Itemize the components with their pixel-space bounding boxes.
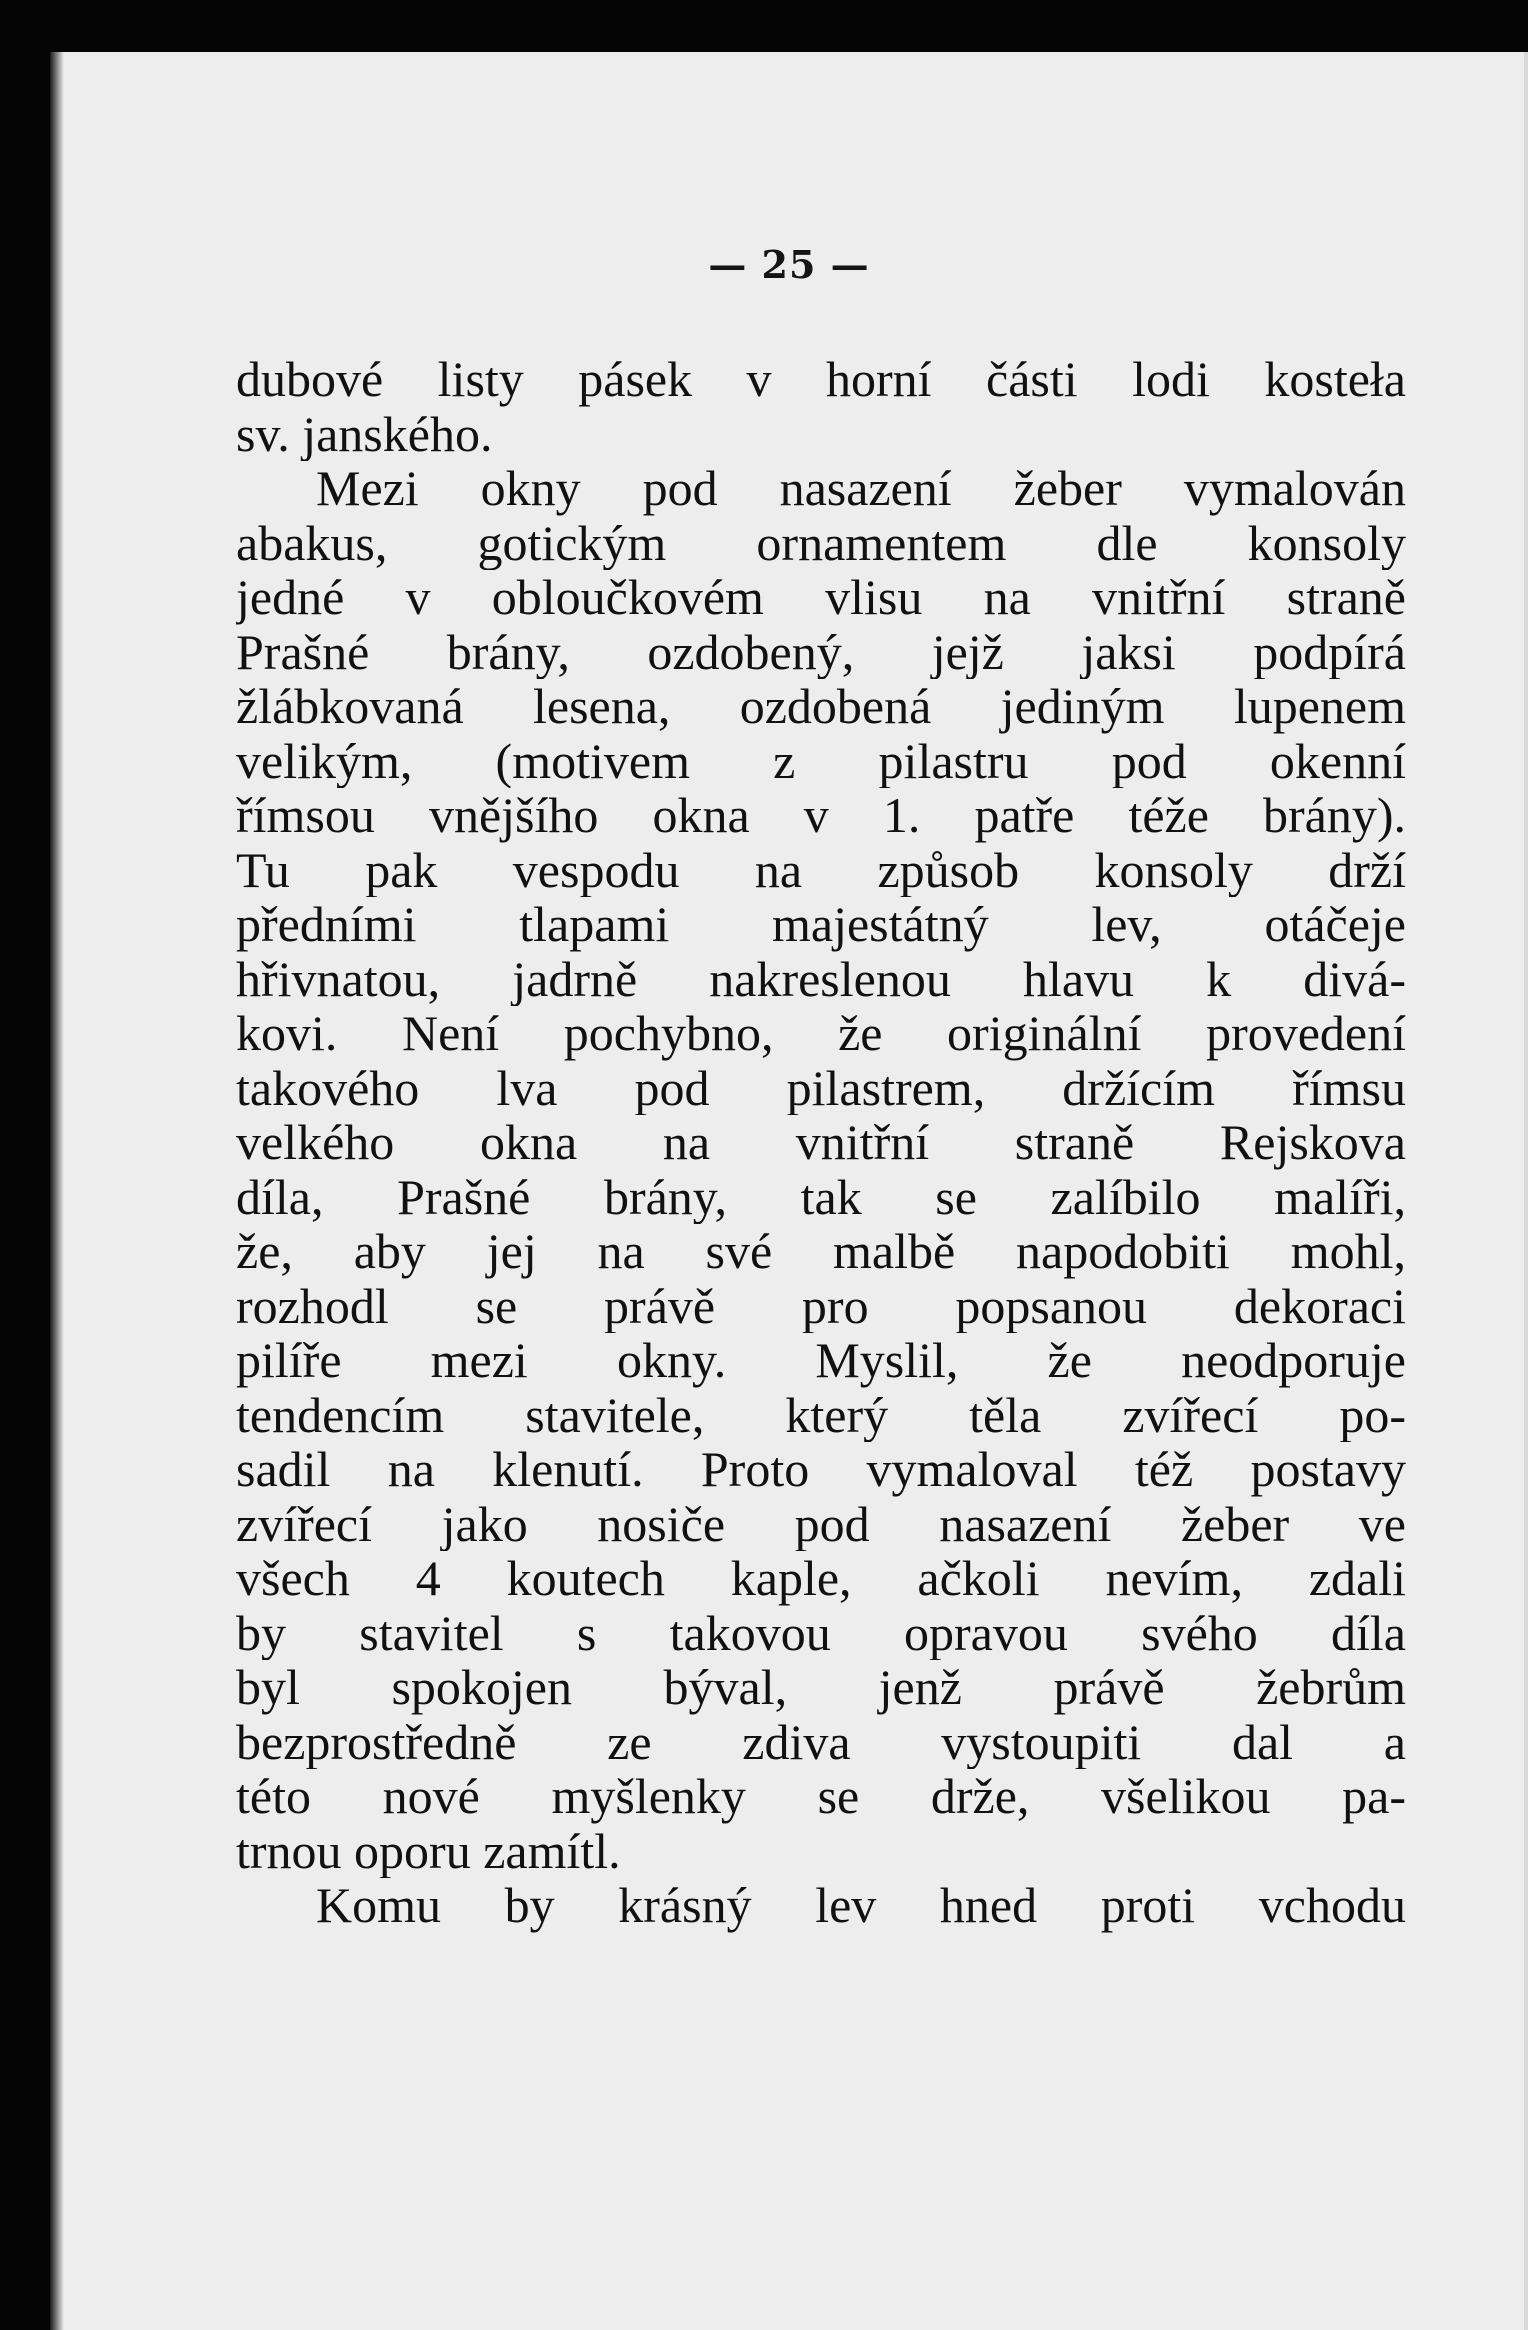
text-line: Prašné brány, ozdobený, jejž jaksi podpírá: [236, 624, 1406, 679]
text-line: díla, Prašné brány, tak se zalíbilo malíři,: [236, 1169, 1406, 1224]
text-line: jedné v obloučkovém vlisu na vnitřní straně: [236, 570, 1406, 625]
text-line: že, aby jej na své malbě napodobiti mohl,: [236, 1224, 1406, 1279]
text-line: zvířecí jako nosiče pod nasazení žeber ve: [236, 1496, 1406, 1551]
text-line: Tu pak vespodu na způsob konsoly drží: [236, 842, 1406, 897]
text-line: by stavitel s takovou opravou svého díla: [236, 1605, 1406, 1660]
text-line: velikým, (motivem z pilastru pod okenní: [236, 733, 1406, 788]
page-number: — 25 —: [708, 242, 870, 287]
text-line: rozhodl se právě pro popsanou dekoraci: [236, 1278, 1406, 1333]
text-line: dubové listy pásek v horní části lodi kosteła: [236, 352, 1406, 407]
text-line: žlábkovaná lesena, ozdobená jediným lupenem: [236, 679, 1406, 734]
text-line: byl spokojen býval, jenž právě žebrům: [236, 1660, 1406, 1715]
text-line: abakus, gotickým ornamentem dle konsoly: [236, 515, 1406, 570]
body-text: [236, 352, 1406, 1933]
text-line: římsou vnějšího okna v 1. patře téže brány).: [236, 788, 1406, 843]
text-line: takového lva pod pilastrem, držícím římsu: [236, 1060, 1406, 1115]
text-line: sv. janského.: [236, 406, 493, 461]
text-line: všech 4 koutech kaple, ačkoli nevím, zdali: [236, 1551, 1406, 1606]
text-line: hřivnatou, jadrně nakreslenou hlavu k divá-: [236, 951, 1406, 1006]
text-line: Komu by krásný lev hned proti vchodu: [316, 1878, 1406, 1933]
text-line: tendencím stavitele, který těla zvířecí po-: [236, 1387, 1406, 1442]
text-line: trnou oporu zamítl.: [236, 1823, 621, 1878]
text-line: velkého okna na vnitřní straně Rejskova: [236, 1115, 1406, 1170]
text-line: sadil na klenutí. Proto vymaloval též postavy: [236, 1442, 1406, 1497]
page-gutter-shadow: [50, 52, 64, 2330]
text-line: kovi. Není pochybno, že originální provedení: [236, 1006, 1406, 1061]
text-line: Mezi okny pod nasazení žeber vymalován: [316, 461, 1406, 516]
page-edge: [1524, 52, 1528, 2330]
text-line: pilíře mezi okny. Myslil, že neodporuje: [236, 1333, 1406, 1388]
text-line: této nové myšlenky se drže, všelikou pa-: [236, 1769, 1406, 1824]
text-line: předními tlapami majestátný lev, otáčeje: [236, 897, 1406, 952]
text-line: bezprostředně ze zdiva vystoupiti dal a: [236, 1714, 1406, 1769]
book-page: [50, 52, 1528, 2330]
